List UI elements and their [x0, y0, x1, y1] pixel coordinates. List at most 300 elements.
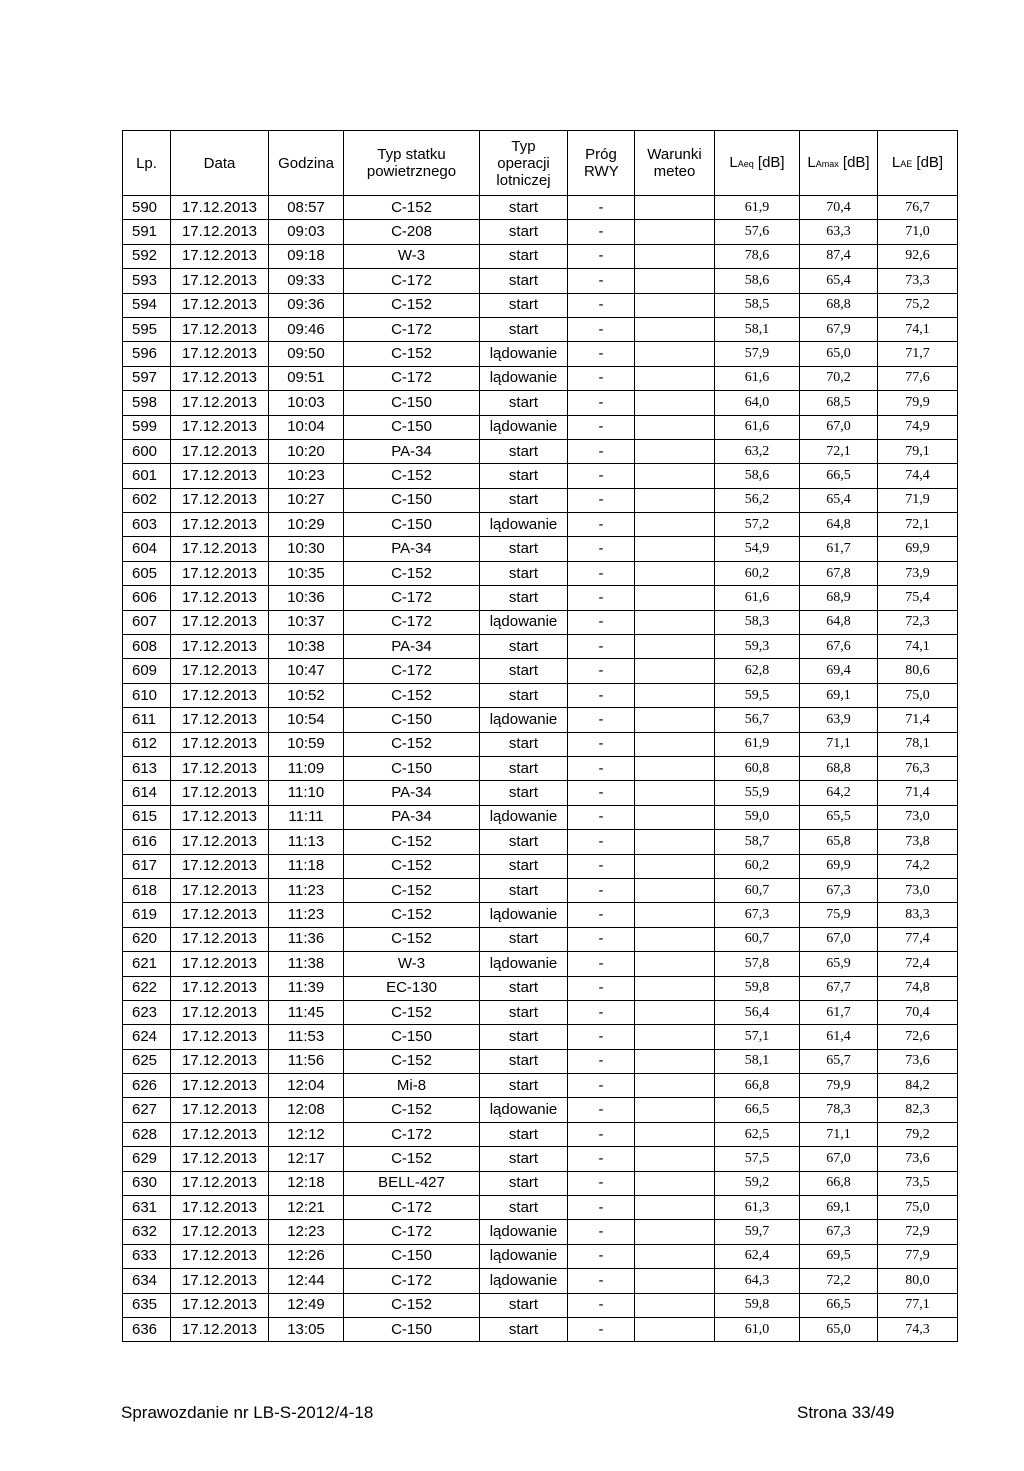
cell-laeq: 60,7: [715, 927, 800, 951]
cell-warunki: [635, 1049, 715, 1073]
cell-typ-statku: C-172: [344, 269, 480, 293]
cell-typ-statku: C-152: [344, 830, 480, 854]
cell-typ-operacji: start: [480, 317, 568, 341]
cell-warunki: [635, 464, 715, 488]
cell-data: 17.12.2013: [171, 439, 269, 463]
cell-lp: 636: [123, 1317, 171, 1341]
cell-typ-operacji: lądowanie: [480, 1244, 568, 1268]
table-row: [123, 976, 958, 1000]
cell-lae: 78,1: [878, 732, 958, 756]
table-row: [123, 610, 958, 634]
table-row: [123, 415, 958, 439]
cell-lp: 622: [123, 976, 171, 1000]
header-row: [123, 131, 958, 196]
cell-warunki: [635, 756, 715, 780]
table-row: [123, 927, 958, 951]
cell-data: 17.12.2013: [171, 1049, 269, 1073]
cell-lae: 72,9: [878, 1220, 958, 1244]
cell-typ-statku: C-152: [344, 561, 480, 585]
cell-data: 17.12.2013: [171, 464, 269, 488]
cell-godzina: 11:53: [269, 1025, 344, 1049]
cell-warunki: [635, 415, 715, 439]
cell-lp: 600: [123, 439, 171, 463]
cell-godzina: 11:10: [269, 781, 344, 805]
cell-lp: 602: [123, 488, 171, 512]
cell-data: 17.12.2013: [171, 1220, 269, 1244]
cell-laeq: 61,3: [715, 1196, 800, 1220]
cell-lamax: 64,2: [800, 781, 878, 805]
cell-warunki: [635, 1025, 715, 1049]
cell-lae: 73,0: [878, 878, 958, 902]
cell-lamax: 66,5: [800, 464, 878, 488]
cell-typ-statku: C-172: [344, 586, 480, 610]
cell-lp: 626: [123, 1074, 171, 1098]
cell-warunki: [635, 1000, 715, 1024]
cell-lae: 74,1: [878, 635, 958, 659]
cell-typ-operacji: start: [480, 854, 568, 878]
cell-lae: 74,3: [878, 1317, 958, 1341]
cell-typ-operacji: lądowanie: [480, 903, 568, 927]
cell-warunki: [635, 854, 715, 878]
table-row: [123, 366, 958, 390]
cell-godzina: 11:23: [269, 878, 344, 902]
table-row: [123, 537, 958, 561]
cell-data: 17.12.2013: [171, 366, 269, 390]
cell-prog: -: [568, 1000, 635, 1024]
cell-lae: 72,6: [878, 1025, 958, 1049]
cell-data: 17.12.2013: [171, 1000, 269, 1024]
cell-prog: -: [568, 1049, 635, 1073]
cell-typ-statku: C-152: [344, 854, 480, 878]
cell-lp: 634: [123, 1269, 171, 1293]
cell-prog: -: [568, 220, 635, 244]
cell-godzina: 12:26: [269, 1244, 344, 1268]
cell-typ-statku: C-152: [344, 732, 480, 756]
cell-typ-statku: C-152: [344, 1049, 480, 1073]
cell-typ-statku: PA-34: [344, 439, 480, 463]
cell-prog: -: [568, 586, 635, 610]
cell-lp: 603: [123, 513, 171, 537]
cell-laeq: 60,2: [715, 854, 800, 878]
cell-typ-statku: C-172: [344, 659, 480, 683]
cell-prog: -: [568, 610, 635, 634]
cell-laeq: 54,9: [715, 537, 800, 561]
cell-godzina: 10:37: [269, 610, 344, 634]
cell-typ-statku: C-172: [344, 1196, 480, 1220]
cell-godzina: 11:11: [269, 805, 344, 829]
cell-laeq: 61,6: [715, 366, 800, 390]
cell-warunki: [635, 1196, 715, 1220]
cell-lae: 70,4: [878, 1000, 958, 1024]
cell-godzina: 09:03: [269, 220, 344, 244]
cell-warunki: [635, 708, 715, 732]
cell-typ-statku: C-172: [344, 366, 480, 390]
cell-data: 17.12.2013: [171, 1098, 269, 1122]
cell-laeq: 66,5: [715, 1098, 800, 1122]
cell-lp: 596: [123, 342, 171, 366]
cell-lamax: 68,8: [800, 756, 878, 780]
cell-godzina: 12:04: [269, 1074, 344, 1098]
cell-prog: -: [568, 293, 635, 317]
cell-prog: -: [568, 1317, 635, 1341]
cell-laeq: 60,7: [715, 878, 800, 902]
cell-typ-statku: C-208: [344, 220, 480, 244]
cell-typ-operacji: start: [480, 391, 568, 415]
cell-typ-operacji: start: [480, 878, 568, 902]
cell-typ-operacji: start: [480, 293, 568, 317]
cell-lamax: 67,0: [800, 927, 878, 951]
cell-lp: 606: [123, 586, 171, 610]
table-row: [123, 878, 958, 902]
table-row: [123, 1074, 958, 1098]
cell-data: 17.12.2013: [171, 830, 269, 854]
cell-lae: 74,2: [878, 854, 958, 878]
cell-typ-operacji: lądowanie: [480, 513, 568, 537]
cell-warunki: [635, 1074, 715, 1098]
cell-typ-operacji: start: [480, 683, 568, 707]
cell-laeq: 59,8: [715, 1293, 800, 1317]
cell-warunki: [635, 1171, 715, 1195]
cell-prog: -: [568, 244, 635, 268]
cell-lp: 604: [123, 537, 171, 561]
cell-data: 17.12.2013: [171, 342, 269, 366]
header-laeq-main: L: [729, 153, 738, 171]
cell-godzina: 12:17: [269, 1147, 344, 1171]
cell-data: 17.12.2013: [171, 683, 269, 707]
table-row: [123, 1244, 958, 1268]
cell-prog: -: [568, 976, 635, 1000]
cell-godzina: 10:27: [269, 488, 344, 512]
cell-typ-statku: C-152: [344, 683, 480, 707]
cell-lae: 72,3: [878, 610, 958, 634]
cell-typ-operacji: start: [480, 756, 568, 780]
table-row: [123, 293, 958, 317]
cell-lamax: 67,8: [800, 561, 878, 585]
cell-prog: -: [568, 464, 635, 488]
cell-prog: -: [568, 317, 635, 341]
page-number: Strona 33/49: [797, 1403, 895, 1422]
cell-lp: 629: [123, 1147, 171, 1171]
cell-lamax: 72,1: [800, 439, 878, 463]
cell-data: 17.12.2013: [171, 878, 269, 902]
cell-laeq: 62,8: [715, 659, 800, 683]
cell-warunki: [635, 513, 715, 537]
cell-data: 17.12.2013: [171, 903, 269, 927]
cell-laeq: 59,5: [715, 683, 800, 707]
table-row: [123, 683, 958, 707]
cell-laeq: 59,3: [715, 635, 800, 659]
cell-typ-statku: C-152: [344, 293, 480, 317]
cell-typ-operacji: lądowanie: [480, 805, 568, 829]
cell-lamax: 71,1: [800, 732, 878, 756]
cell-data: 17.12.2013: [171, 220, 269, 244]
cell-lamax: 68,5: [800, 391, 878, 415]
cell-prog: -: [568, 781, 635, 805]
cell-laeq: 61,6: [715, 586, 800, 610]
cell-prog: -: [568, 1147, 635, 1171]
header-lp: Lp.: [123, 131, 171, 196]
cell-lp: 592: [123, 244, 171, 268]
cell-lamax: 65,5: [800, 805, 878, 829]
cell-data: 17.12.2013: [171, 269, 269, 293]
table-row: [123, 586, 958, 610]
cell-typ-operacji: start: [480, 1000, 568, 1024]
cell-prog: -: [568, 488, 635, 512]
cell-lamax: 68,8: [800, 293, 878, 317]
cell-warunki: [635, 1220, 715, 1244]
cell-lamax: 87,4: [800, 244, 878, 268]
cell-data: 17.12.2013: [171, 805, 269, 829]
table-row: [123, 561, 958, 585]
cell-lamax: 65,0: [800, 342, 878, 366]
cell-godzina: 10:36: [269, 586, 344, 610]
cell-lae: 74,9: [878, 415, 958, 439]
cell-data: 17.12.2013: [171, 561, 269, 585]
cell-lamax: 75,9: [800, 903, 878, 927]
cell-warunki: [635, 196, 715, 220]
cell-prog: -: [568, 708, 635, 732]
cell-typ-operacji: start: [480, 1025, 568, 1049]
cell-lamax: 78,3: [800, 1098, 878, 1122]
header-lamax-sub: Amax: [815, 158, 839, 169]
cell-lp: 624: [123, 1025, 171, 1049]
cell-warunki: [635, 830, 715, 854]
cell-godzina: 12:21: [269, 1196, 344, 1220]
cell-prog: -: [568, 366, 635, 390]
cell-lamax: 63,3: [800, 220, 878, 244]
cell-warunki: [635, 537, 715, 561]
cell-warunki: [635, 269, 715, 293]
cell-lamax: 69,1: [800, 1196, 878, 1220]
cell-warunki: [635, 1098, 715, 1122]
cell-lp: 618: [123, 878, 171, 902]
table-row: [123, 391, 958, 415]
table-row: [123, 1147, 958, 1171]
cell-data: 17.12.2013: [171, 317, 269, 341]
cell-lamax: 67,3: [800, 878, 878, 902]
cell-lamax: 66,8: [800, 1171, 878, 1195]
cell-laeq: 58,1: [715, 1049, 800, 1073]
cell-typ-operacji: start: [480, 1196, 568, 1220]
cell-laeq: 61,9: [715, 196, 800, 220]
cell-lp: 635: [123, 1293, 171, 1317]
cell-typ-operacji: start: [480, 976, 568, 1000]
table-row: [123, 1049, 958, 1073]
table-row: [123, 708, 958, 732]
cell-prog: -: [568, 391, 635, 415]
cell-lae: 73,8: [878, 830, 958, 854]
header-lae-sub: AE: [900, 158, 913, 169]
cell-laeq: 56,2: [715, 488, 800, 512]
cell-lae: 75,2: [878, 293, 958, 317]
cell-typ-statku: C-150: [344, 708, 480, 732]
cell-lamax: 69,1: [800, 683, 878, 707]
cell-data: 17.12.2013: [171, 513, 269, 537]
cell-typ-statku: C-152: [344, 1098, 480, 1122]
cell-laeq: 61,6: [715, 415, 800, 439]
table-row: [123, 1122, 958, 1146]
header-laeq-sub: Aeq: [737, 158, 754, 169]
cell-typ-operacji: start: [480, 220, 568, 244]
cell-typ-operacji: start: [480, 732, 568, 756]
cell-godzina: 12:23: [269, 1220, 344, 1244]
cell-laeq: 58,6: [715, 464, 800, 488]
cell-prog: -: [568, 1220, 635, 1244]
cell-typ-operacji: start: [480, 488, 568, 512]
cell-lamax: 79,9: [800, 1074, 878, 1098]
cell-typ-statku: C-150: [344, 513, 480, 537]
cell-prog: -: [568, 269, 635, 293]
cell-typ-statku: PA-34: [344, 781, 480, 805]
cell-data: 17.12.2013: [171, 415, 269, 439]
measurement-table: [122, 130, 958, 1342]
cell-lae: 74,4: [878, 464, 958, 488]
cell-lp: 590: [123, 196, 171, 220]
cell-typ-statku: PA-34: [344, 635, 480, 659]
table-row: [123, 244, 958, 268]
cell-typ-operacji: start: [480, 439, 568, 463]
cell-warunki: [635, 635, 715, 659]
cell-data: 17.12.2013: [171, 1244, 269, 1268]
cell-lae: 75,4: [878, 586, 958, 610]
cell-prog: -: [568, 635, 635, 659]
table-row: [123, 830, 958, 854]
cell-typ-statku: C-172: [344, 1220, 480, 1244]
cell-data: 17.12.2013: [171, 732, 269, 756]
table-row: [123, 1269, 958, 1293]
cell-prog: -: [568, 830, 635, 854]
cell-lae: 92,6: [878, 244, 958, 268]
cell-typ-statku: C-172: [344, 610, 480, 634]
cell-lamax: 67,3: [800, 1220, 878, 1244]
cell-lae: 80,6: [878, 659, 958, 683]
cell-lp: 632: [123, 1220, 171, 1244]
cell-lae: 72,1: [878, 513, 958, 537]
cell-lamax: 67,7: [800, 976, 878, 1000]
cell-godzina: 09:46: [269, 317, 344, 341]
cell-godzina: 11:39: [269, 976, 344, 1000]
cell-lp: 628: [123, 1122, 171, 1146]
cell-prog: -: [568, 561, 635, 585]
cell-typ-operacji: lądowanie: [480, 1220, 568, 1244]
cell-typ-operacji: start: [480, 196, 568, 220]
cell-prog: -: [568, 1293, 635, 1317]
cell-prog: -: [568, 1098, 635, 1122]
cell-typ-statku: W-3: [344, 244, 480, 268]
cell-godzina: 11:36: [269, 927, 344, 951]
cell-godzina: 11:45: [269, 1000, 344, 1024]
cell-laeq: 57,5: [715, 1147, 800, 1171]
cell-laeq: 62,4: [715, 1244, 800, 1268]
cell-godzina: 11:13: [269, 830, 344, 854]
cell-typ-statku: C-152: [344, 196, 480, 220]
cell-warunki: [635, 220, 715, 244]
cell-lae: 71,4: [878, 708, 958, 732]
cell-lp: 616: [123, 830, 171, 854]
cell-warunki: [635, 976, 715, 1000]
cell-prog: -: [568, 537, 635, 561]
cell-warunki: [635, 1122, 715, 1146]
cell-laeq: 55,9: [715, 781, 800, 805]
cell-data: 17.12.2013: [171, 1293, 269, 1317]
cell-lae: 74,1: [878, 317, 958, 341]
cell-typ-statku: C-152: [344, 464, 480, 488]
cell-lp: 598: [123, 391, 171, 415]
cell-lamax: 70,4: [800, 196, 878, 220]
cell-data: 17.12.2013: [171, 1074, 269, 1098]
cell-prog: -: [568, 1269, 635, 1293]
cell-lp: 593: [123, 269, 171, 293]
cell-godzina: 12:08: [269, 1098, 344, 1122]
cell-godzina: 09:36: [269, 293, 344, 317]
cell-typ-statku: C-172: [344, 1269, 480, 1293]
cell-typ-operacji: lądowanie: [480, 708, 568, 732]
cell-lp: 607: [123, 610, 171, 634]
cell-typ-statku: C-150: [344, 1317, 480, 1341]
cell-lae: 71,4: [878, 781, 958, 805]
cell-lp: 617: [123, 854, 171, 878]
cell-godzina: 13:05: [269, 1317, 344, 1341]
cell-lamax: 67,0: [800, 415, 878, 439]
cell-typ-operacji: lądowanie: [480, 342, 568, 366]
cell-godzina: 10:38: [269, 635, 344, 659]
cell-lae: 82,3: [878, 1098, 958, 1122]
table-row: [123, 513, 958, 537]
cell-godzina: 08:57: [269, 196, 344, 220]
cell-prog: -: [568, 1122, 635, 1146]
cell-laeq: 59,2: [715, 1171, 800, 1195]
cell-prog: -: [568, 1074, 635, 1098]
cell-laeq: 57,2: [715, 513, 800, 537]
cell-warunki: [635, 244, 715, 268]
cell-lae: 77,6: [878, 366, 958, 390]
cell-data: 17.12.2013: [171, 610, 269, 634]
cell-prog: -: [568, 683, 635, 707]
cell-typ-statku: W-3: [344, 952, 480, 976]
cell-typ-statku: Mi-8: [344, 1074, 480, 1098]
cell-lp: 599: [123, 415, 171, 439]
cell-data: 17.12.2013: [171, 927, 269, 951]
header-lae-main: L: [891, 153, 901, 171]
cell-lp: 615: [123, 805, 171, 829]
cell-lamax: 69,5: [800, 1244, 878, 1268]
cell-godzina: 10:59: [269, 732, 344, 756]
report-number: Sprawozdanie nr LB-S-2012/4-18: [121, 1403, 374, 1422]
cell-lamax: 61,4: [800, 1025, 878, 1049]
cell-data: 17.12.2013: [171, 708, 269, 732]
cell-typ-operacji: start: [480, 927, 568, 951]
cell-data: 17.12.2013: [171, 952, 269, 976]
cell-warunki: [635, 683, 715, 707]
cell-godzina: 10:20: [269, 439, 344, 463]
cell-typ-operacji: start: [480, 659, 568, 683]
header-prog: Próg RWY: [568, 131, 635, 196]
cell-warunki: [635, 927, 715, 951]
cell-godzina: 09:33: [269, 269, 344, 293]
cell-prog: -: [568, 732, 635, 756]
cell-warunki: [635, 1147, 715, 1171]
cell-typ-operacji: start: [480, 1293, 568, 1317]
header-lae-unit: [dB]: [912, 153, 944, 171]
table-row: [123, 1098, 958, 1122]
cell-data: 17.12.2013: [171, 1147, 269, 1171]
cell-typ-statku: C-150: [344, 415, 480, 439]
cell-lp: 627: [123, 1098, 171, 1122]
cell-typ-statku: C-172: [344, 1122, 480, 1146]
cell-warunki: [635, 610, 715, 634]
cell-lamax: 68,9: [800, 586, 878, 610]
cell-typ-statku: PA-34: [344, 537, 480, 561]
